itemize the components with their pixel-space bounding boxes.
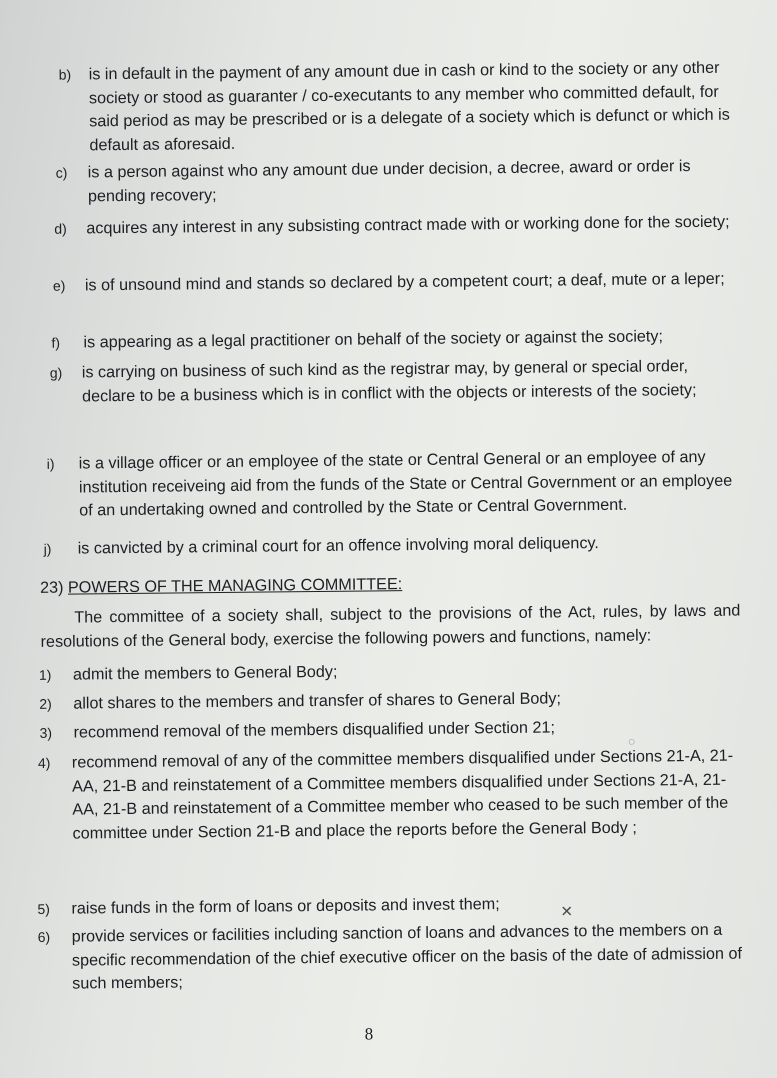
clause-c: c) is a person against who any amount due under decision, a decree, award or order is pending recovery; — [55, 157, 691, 205]
section-number: 23) — [39, 578, 64, 597]
pencil-circle-mark: ○ — [627, 733, 636, 749]
clause-i: i) is a village officer or an employee of the state or Central General or an employee of any institution receiveing aid from the funds of the State or Central Government or an employee of an undertaking owned and controlled by the State or Central Government. — [46, 447, 733, 520]
clause-e: e) is of unsound mind and stands so declared by a competent court; a deaf, mute or a leper; — [52, 269, 725, 295]
document-sheet — [28, 3, 749, 1070]
power-6: 6) provide services or facilities including sanction of loans and advances to the members on a specific recommendation of the chief executive officer on the basis of the date of admission of such members; — [37, 920, 743, 993]
section-heading — [40, 572, 402, 600]
power-3: 3) recommend removal of the members disqualified under Section 21; — [39, 718, 556, 742]
pencil-cross-mark: ✕ — [560, 903, 574, 921]
clause-b: b) is in default in the payment of any amount due in cash or kind to the society or any other society or stood as guaranter / co-executants to any member who committed default, for said period as may be prescribed or is a delegate of a society which is defunct or which is default as aforesaid. — [58, 58, 730, 154]
clause-d: d) acquires any interest in any subsisting contract made with or working done for the society; — [54, 212, 730, 238]
clause-j: j) is canvicted by a criminal court for an offence involving moral deliquency. — [43, 534, 599, 558]
power-1: 1) admit the members to General Body; — [38, 662, 338, 684]
section-title: POWERS OF THE MANAGING COMMITTEE: — [67, 575, 403, 597]
clause-f: f) is appearing as a legal practitioner on behalf of the society or against the society; — [51, 327, 664, 352]
power-4: 4) recommend removal of any of the committee members disqualified under Sections 21-A, 21-AA, 21-B and reinstatement of a Committee members disqualified under Sections 21-A, 21-AA, 21-B and reinstatement of a Committee member who ceased to be such member of the committee under Section 21-B and place the reports before the General Body ; — [37, 746, 734, 843]
page-number: 8 — [364, 1024, 374, 1044]
section-intro: The committee of a society shall, subject to the provisions of the Act, rules, by laws and resolutions of the General body, exercise the following powers and functions, namely: — [40, 601, 741, 651]
power-2: 2) allot shares to the members and transfer of shares to General Body; — [39, 689, 562, 713]
clause-g: g) is carrying on business of such kind as the registrar may, by general or special order, declare to be a business which is in conflict with the objects or interests of the society; — [49, 357, 697, 405]
power-5: 5) raise funds in the form of loans or deposits and invest them; — [37, 895, 500, 918]
